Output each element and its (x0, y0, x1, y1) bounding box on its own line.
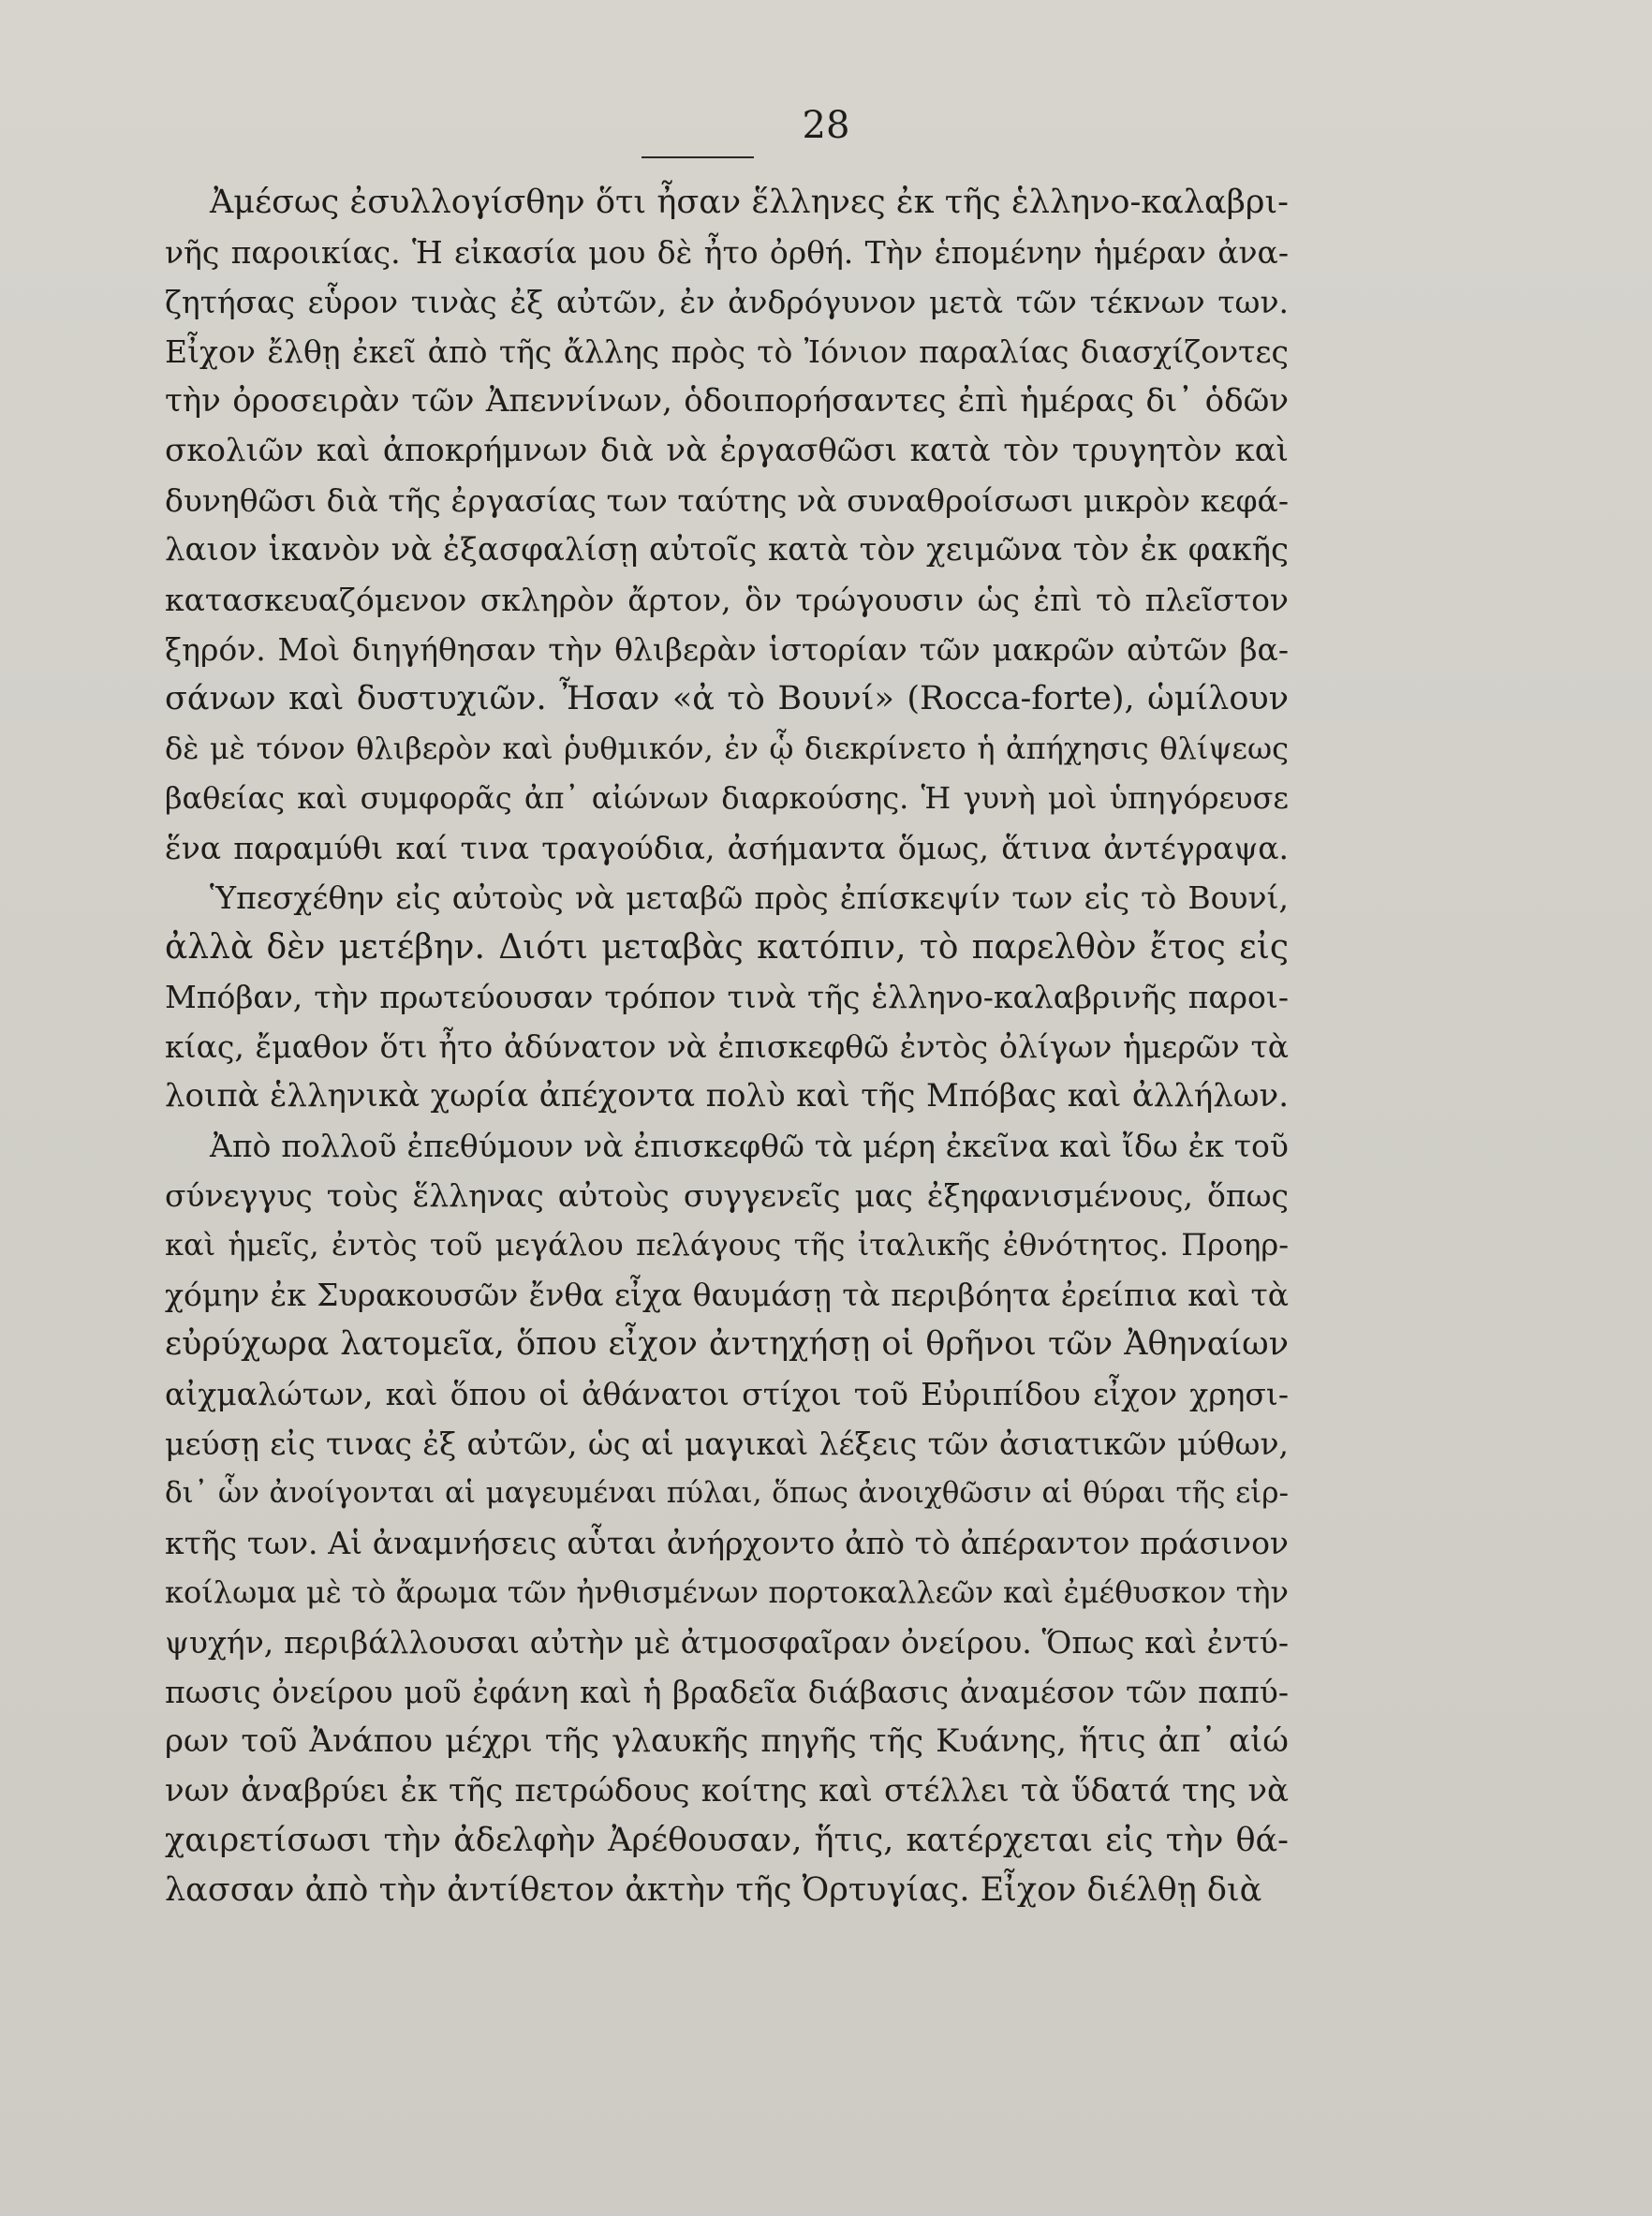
text-line: λασσαν ἀπὸ τὴν ἀντίθετον ἀκτὴν τῆς Ὀρτυγίας. Εἶχον διέλθῃ διὰ (165, 1871, 1262, 1909)
text-line: λαιον ἱκανὸν νὰ ἐξασφαλίσῃ αὐτοῖς κατὰ τὸν χειμῶνα τὸν ἐκ φακῆς (165, 531, 1289, 569)
text-line: ἀλλὰ δὲν μετέβην. Διότι μεταβὰς κατόπιν, τὸ παρελθὸν ἔτος εἰς (165, 928, 1289, 967)
page-number-rule (642, 156, 754, 158)
text-line: Ἀμέσως ἐσυλλογίσθην ὅτι ἦσαν ἕλληνες ἐκ τῆς ἑλληνο-καλαβρι- (210, 184, 1289, 221)
text-line: δι᾿ ὧν ἀνοίγονται αἱ μαγευμέναι πύλαι, ὅπως ἀνοιχθῶσιν αἱ θύραι τῆς εἱρ- (165, 1476, 1289, 1510)
text-line: τὴν ὀροσειρὰν τῶν Ἀπεννίνων, ὁδοιπορήσαντες ἐπὶ ἡμέρας δι᾿ ὁδῶν (165, 382, 1289, 420)
text-line: ζητήσας εὗρον τινὰς ἐξ αὐτῶν, ἐν ἀνδρόγυνον μετὰ τῶν τέκνων των. (165, 284, 1289, 320)
text-line: εὐρύχωρα λατομεῖα, ὅπου εἶχον ἀντηχήσῃ οἱ θρῆνοι τῶν Ἀθηναίων (165, 1325, 1289, 1363)
text-line: πωσις ὀνείρου μοῦ ἐφάνη καὶ ἡ βραδεῖα διάβασις ἀναμέσον τῶν παπύ- (165, 1674, 1289, 1710)
text-line: Ἀπὸ πολλοῦ ἐπεθύμουν νὰ ἐπισκεφθῶ τὰ μέρη ἐκεῖνα καὶ ἴδω ἐκ τοῦ (210, 1128, 1289, 1164)
text-line: χαιρετίσωσι τὴν ἀδελφὴν Ἀρέθουσαν, ἥτις, κατέρχεται εἰς τὴν θά- (165, 1822, 1289, 1859)
text-line: κτῆς των. Αἱ ἀναμνήσεις αὗται ἀνήρχοντο ἀπὸ τὸ ἀπέραντον πράσινον (165, 1525, 1289, 1561)
text-line: δὲ μὲ τόνον θλιβερὸν καὶ ῥυθμικόν, ἐν ᾧ διεκρίνετο ἡ ἀπήχησις θλίψεως (165, 731, 1289, 766)
text-line: καὶ ἡμεῖς, ἐντὸς τοῦ μεγάλου πελάγους τῆς ἰταλικῆς ἐθνότητος. Προηρ- (165, 1227, 1289, 1263)
text-line: βαθείας καὶ συμφορᾶς ἀπ᾿ αἰώνων διαρκούσης. Ἡ γυνὴ μοὶ ὑπηγόρευσε (165, 780, 1289, 816)
page-number: 28 (802, 104, 850, 147)
body-text (165, 178, 1289, 1915)
text-line: σύνεγγυς τοὺς ἕλληνας αὐτοὺς συγγενεῖς μας ἐξηφανισμένους, ὅπως (165, 1177, 1289, 1214)
text-line: μεύσῃ εἰς τινας ἐξ αὐτῶν, ὡς αἱ μαγικαὶ λέξεις τῶν ἀσιατικῶν μύθων, (165, 1426, 1289, 1462)
text-line: κίας, ἔμαθον ὅτι ἦτο ἀδύνατον νὰ ἐπισκεφθῶ ἐντὸς ὀλίγων ἡμερῶν τὰ (165, 1028, 1289, 1065)
text-line: αἰχμαλώτων, καὶ ὅπου οἱ ἀθάνατοι στίχοι τοῦ Εὐριπίδου εἶχον χρησι- (165, 1376, 1289, 1412)
text-line: σκολιῶν καὶ ἀποκρήμνων διὰ νὰ ἐργασθῶσι κατὰ τὸν τρυγητὸν καὶ (165, 432, 1289, 469)
text-line: Ὑπεσχέθην εἰς αὐτοὺς νὰ μεταβῶ πρὸς ἐπίσκεψίν των εἰς τὸ Βουνί, (210, 879, 1289, 916)
text-line: κοίλωμα μὲ τὸ ἄρωμα τῶν ἠνθισμένων πορτοκαλλεῶν καὶ ἐμέθυσκον τὴν (165, 1574, 1289, 1610)
text-line: σάνων καὶ δυστυχιῶν. Ἦσαν «ἀ τὸ Βουνί» (Rocca-forte), ὡμίλουν (165, 680, 1289, 717)
text-line: δυνηθῶσι διὰ τῆς ἐργασίας των ταύτης νὰ συναθροίσωσι μικρὸν κεφά- (165, 482, 1289, 519)
text-line: νων ἀναβρύει ἐκ τῆς πετρώδους κοίτης καὶ στέλλει τὰ ὕδατά της νὰ (165, 1772, 1289, 1810)
text-line: κατασκευαζόμενον σκληρὸν ἄρτον, ὃν τρώγουσιν ὡς ἐπὶ τὸ πλεῖστον (165, 582, 1289, 618)
text-line: ξηρόν. Μοὶ διηγήθησαν τὴν θλιβερὰν ἱστορίαν τῶν μακρῶν αὐτῶν βα- (165, 631, 1289, 668)
text-line: ρων τοῦ Ἀνάπου μέχρι τῆς γλαυκῆς πηγῆς τῆς Κυάνης, ἥτις ἀπ᾿ αἰώ (165, 1722, 1289, 1760)
text-line: χόμην ἐκ Συρακουσῶν ἔνθα εἶχα θαυμάσῃ τὰ περιβόητα ἐρείπια καὶ τὰ (165, 1277, 1289, 1313)
text-line: Μπόβαν, τὴν πρωτεύουσαν τρόπον τινὰ τῆς ἑλληνο-καλαβρινῆς παροι- (165, 979, 1289, 1015)
text-line: ἕνα παραμύθι καί τινα τραγούδια, ἀσήμαντα ὅμως, ἅτινα ἀντέγραψα. (165, 830, 1289, 866)
text-line: νῆς παροικίας. Ἡ εἰκασία μου δὲ ἦτο ὀρθή. Τὴν ἑπομένην ἡμέραν ἀνα- (165, 234, 1289, 271)
text-line: Εἶχον ἔλθῃ ἐκεῖ ἀπὸ τῆς ἄλλης πρὸς τὸ Ἰόνιον παραλίας διασχίζοντες (165, 333, 1289, 370)
text-line: ψυχήν, περιβάλλουσαι αὐτὴν μὲ ἀτμοσφαῖραν ὀνείρου. Ὅπως καὶ ἐντύ- (165, 1624, 1289, 1661)
text-line: λοιπὰ ἑλληνικὰ χωρία ἀπέχοντα πολὺ καὶ τῆς Μπόβας καὶ ἀλλήλων. (165, 1077, 1289, 1115)
